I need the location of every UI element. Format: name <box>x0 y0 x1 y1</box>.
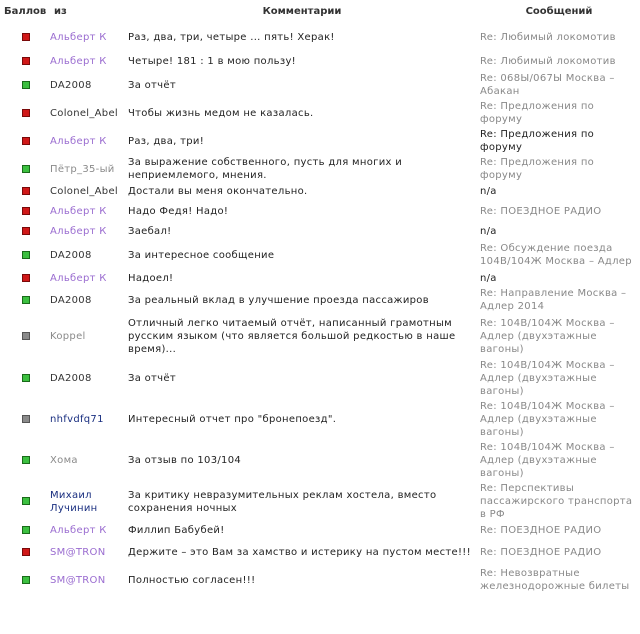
comment-cell: Отличный легко читаемый отчёт, написанный грамотным русским языком (что является большой редкостью в наше время)... <box>128 317 456 355</box>
score-cell <box>0 522 48 538</box>
comment-cell: Интересный отчет про "бронепоезд". <box>128 414 337 425</box>
score-cell <box>0 566 48 594</box>
user-link[interactable]: Koppel <box>50 330 86 342</box>
table-row <box>0 440 640 481</box>
header-score: Баллов <box>4 5 47 17</box>
from-cell <box>48 199 126 223</box>
from-cell <box>48 522 126 538</box>
table-row <box>0 71 640 99</box>
user-link[interactable]: DA2008 <box>50 294 92 306</box>
comment-cell: За реальный вклад в улучшение проезда пассажиров <box>128 294 429 306</box>
score-cell <box>0 481 48 522</box>
from-cell <box>48 223 126 240</box>
from-cell <box>48 481 126 522</box>
score-cell <box>0 99 48 127</box>
table-row <box>0 99 640 127</box>
comment-cell: За отчёт <box>128 373 176 384</box>
user-link[interactable]: Альберт К <box>50 226 107 237</box>
header-from: из <box>54 5 67 17</box>
score-cell <box>0 22 48 52</box>
table-row <box>0 566 640 594</box>
score-cell <box>0 270 48 286</box>
score-cell <box>0 71 48 99</box>
comment-cell: Надо Федя! Надо! <box>128 205 229 217</box>
from-cell <box>48 240 126 270</box>
positive-square-icon <box>22 497 30 505</box>
comment-cell: За отзыв по 103/104 <box>128 455 242 466</box>
table-row <box>0 155 640 183</box>
message-link[interactable]: Re: Предложения по форуму <box>480 129 595 153</box>
comment-cell: Чтобы жизнь медом не казалась. <box>128 107 314 119</box>
message-link[interactable]: Re: Обсуждение поезда 104В/104Ж Москва – Адлер <box>480 243 632 267</box>
message-link: n/a <box>480 226 497 237</box>
table-row <box>0 127 640 155</box>
user-link[interactable]: SM@TRON <box>50 574 106 586</box>
table-row <box>0 286 640 314</box>
negative-square-icon <box>22 548 30 556</box>
table-row <box>0 358 640 399</box>
comment-cell: Достали вы меня окончательно. <box>128 185 308 197</box>
from-cell <box>48 127 126 155</box>
user-link[interactable]: Colonel_Abel <box>50 107 118 119</box>
user-link[interactable]: Хома <box>50 455 78 466</box>
comment-cell: Раз, два, три! <box>128 135 205 147</box>
user-link[interactable]: Colonel_Abel <box>50 185 118 197</box>
score-cell <box>0 155 48 183</box>
comment-cell: За отчёт <box>128 79 176 91</box>
comment-cell: Филлип Бабубей! <box>128 524 225 536</box>
negative-square-icon <box>22 57 30 65</box>
table-row <box>0 223 640 240</box>
table-row <box>0 183 640 199</box>
from-cell <box>48 155 126 183</box>
negative-square-icon <box>22 274 30 282</box>
from-cell <box>48 399 126 440</box>
table-row <box>0 399 640 440</box>
score-cell <box>0 286 48 314</box>
comment-cell: Держите – это Вам за хамство и истерику на пустом месте!!! <box>128 546 471 558</box>
user-link[interactable]: Альберт К <box>50 135 107 147</box>
message-link[interactable]: Re: ПОЕЗДНОЕ РАДИО <box>480 205 602 217</box>
score-cell <box>0 240 48 270</box>
comment-cell: Раз, два, три, четыре ... пять! Херак! <box>128 31 335 43</box>
comment-cell: Четыре! 181 : 1 в мою пользу! <box>128 56 296 67</box>
negative-square-icon <box>22 33 30 41</box>
score-cell <box>0 223 48 240</box>
user-link[interactable]: DA2008 <box>50 373 92 384</box>
user-link[interactable]: Альберт К <box>50 272 107 284</box>
from-cell <box>48 358 126 399</box>
user-link[interactable]: Альберт К <box>50 524 107 536</box>
negative-square-icon <box>22 207 30 215</box>
comment-cell: За интересное сообщение <box>128 249 275 261</box>
message-link[interactable]: Re: Невозвратные железнодорожные билеты <box>480 568 630 592</box>
message-link: n/a <box>480 272 497 284</box>
message-link[interactable]: Re: ПОЕЗДНОЕ РАДИО <box>480 524 602 536</box>
comment-cell: Заебал! <box>128 226 172 237</box>
user-link[interactable]: DA2008 <box>50 249 92 261</box>
table-row <box>0 22 640 52</box>
from-cell <box>48 440 126 481</box>
from-cell <box>48 99 126 127</box>
from-cell <box>48 270 126 286</box>
positive-square-icon <box>22 165 30 173</box>
negative-square-icon <box>22 137 30 145</box>
from-cell <box>48 286 126 314</box>
user-link[interactable]: Альберт К <box>50 56 107 67</box>
neutral-square-icon <box>22 332 30 340</box>
comment-cell: За выражение собственного, пусть для многих и неприемлемого, мнения. <box>128 157 402 181</box>
message-link[interactable]: Re: Направление Москва – Адлер 2014 <box>480 288 627 312</box>
message-link[interactable]: Re: Любимый локомотив <box>480 31 616 43</box>
message-link[interactable]: Re: 104В/104Ж Москва – Адлер (двухэтажные вагоны) <box>480 360 615 397</box>
score-cell <box>0 127 48 155</box>
positive-square-icon <box>22 81 30 89</box>
table-row <box>0 522 640 538</box>
from-cell <box>48 566 126 594</box>
neutral-square-icon <box>22 415 30 423</box>
positive-square-icon <box>22 456 30 464</box>
table-header <box>0 0 640 22</box>
negative-square-icon <box>22 227 30 235</box>
negative-square-icon <box>22 109 30 117</box>
message-link[interactable]: Re: Предложения по форуму <box>480 157 595 181</box>
positive-square-icon <box>22 251 30 259</box>
table-row <box>0 52 640 71</box>
score-cell <box>0 52 48 71</box>
message-link[interactable]: Re: Любимый локомотив <box>480 56 616 67</box>
table-row <box>0 240 640 270</box>
message-link[interactable]: Re: 104В/104Ж Москва – Адлер (двухэтажные вагоны) <box>480 401 615 438</box>
table-row <box>0 199 640 223</box>
from-cell <box>48 538 126 566</box>
table-row <box>0 270 640 286</box>
negative-square-icon <box>22 187 30 195</box>
message-link[interactable]: Re: 104В/104Ж Москва – Адлер (двухэтажные вагоны) <box>480 317 615 355</box>
score-cell <box>0 399 48 440</box>
user-link[interactable]: Михаил Лучинин <box>50 489 98 514</box>
from-cell <box>48 71 126 99</box>
message-link[interactable]: Re: 104В/104Ж Москва – Адлер (двухэтажные вагоны) <box>480 442 615 479</box>
user-link[interactable]: Альберт К <box>50 205 107 217</box>
table-body <box>0 22 640 594</box>
score-cell <box>0 183 48 199</box>
table-row <box>0 538 640 566</box>
message-link[interactable]: Re: Предложения по форуму <box>480 101 595 125</box>
comment-cell: Надоел! <box>128 272 174 284</box>
header-comment: Комментарии <box>262 5 342 17</box>
from-cell <box>48 183 126 199</box>
message-link[interactable]: Re: ПОЕЗДНОЕ РАДИО <box>480 546 602 558</box>
message-link: n/a <box>480 185 497 197</box>
positive-square-icon <box>22 296 30 304</box>
user-link[interactable]: SM@TRON <box>50 546 106 558</box>
score-cell <box>0 538 48 566</box>
from-cell <box>48 22 126 52</box>
positive-square-icon <box>22 576 30 584</box>
user-link[interactable]: nhfvdfq71 <box>50 414 104 425</box>
score-cell <box>0 199 48 223</box>
from-cell <box>48 52 126 71</box>
message-link[interactable]: Re: Перспективы пассажирского транспорта в РФ <box>480 483 633 520</box>
comment-cell: Полностью согласен!!! <box>128 574 256 586</box>
score-cell <box>0 440 48 481</box>
score-cell <box>0 314 48 358</box>
message-link[interactable]: Re: 068Ы/067Ы Москва – Абакан <box>480 73 615 97</box>
positive-square-icon <box>22 374 30 382</box>
score-cell <box>0 358 48 399</box>
from-cell <box>48 314 126 358</box>
user-link[interactable]: Пётр_35-ый <box>50 163 115 175</box>
comment-cell: За критику невразумительных реклам хостела, вместо сохранения ночных <box>128 489 437 514</box>
table-row <box>0 481 640 522</box>
header-message: Сообщений <box>525 5 593 17</box>
positive-square-icon <box>22 526 30 534</box>
user-link[interactable]: Альберт К <box>50 31 107 43</box>
table-row <box>0 314 640 358</box>
user-link[interactable]: DA2008 <box>50 79 92 91</box>
